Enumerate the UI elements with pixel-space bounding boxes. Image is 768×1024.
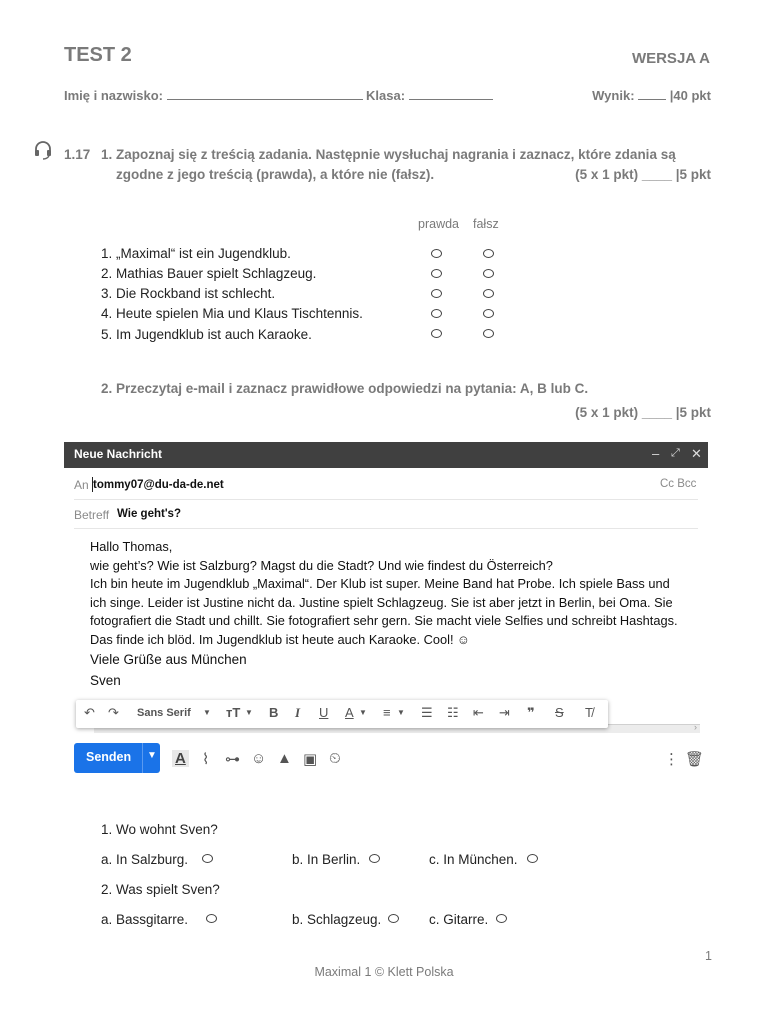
body-line: Das finde ich blöd. Im Jugendklub ist heute auch Karaoke. Cool! ☺ <box>90 631 471 647</box>
task2-points: (5 x 1 pkt) ____ |5 pkt <box>575 405 711 420</box>
statement-3: 3. Die Rockband ist schlecht. <box>101 286 276 301</box>
class-label: Klasa: <box>366 88 406 103</box>
send-label: Senden <box>86 750 132 764</box>
send-options-icon[interactable]: ▼ <box>147 750 157 761</box>
body-line: Ich bin heute im Jugendklub „Maximal“. Der Klub ist super. Meine Band hat Probe. Ich spiele Bass und <box>90 576 670 592</box>
attach-icon[interactable]: ⌇ <box>202 751 210 768</box>
cc-bcc-link[interactable]: Cc Bcc <box>660 478 697 490</box>
indent-less-icon[interactable]: ⇤ <box>473 705 484 720</box>
task1-instruction-line1: 1. Zapoznaj się z treścią zadania. Następnie wysłuchaj nagrania i zaznacz, które zdania są <box>101 147 676 162</box>
radio-q1-a[interactable] <box>202 854 213 863</box>
statement-5: 5. Im Jugendklub ist auch Karaoke. <box>101 327 312 342</box>
radio-true-5[interactable] <box>431 329 442 338</box>
send-split-divider <box>142 743 143 773</box>
email-title-bar <box>64 442 708 468</box>
body-line: wie geht’s? Wie ist Salzburg? Magst du die Stadt? Und wie findest du Österreich? <box>90 557 553 573</box>
trash-icon[interactable]: 🗑 <box>685 751 705 768</box>
clear-formatting-icon[interactable]: T̸ <box>585 705 593 720</box>
statement-1: 1. „Maximal“ ist ein Jugendklub. <box>101 246 291 261</box>
radio-true-3[interactable] <box>431 289 442 298</box>
radio-q2-a[interactable] <box>206 914 217 923</box>
headphones-icon <box>33 140 53 165</box>
footer-credit: Maximal 1 © Klett Polska <box>314 965 454 979</box>
close-icon[interactable]: ✕ <box>691 446 702 461</box>
formatting-toolbar <box>76 700 608 728</box>
indent-more-icon[interactable]: ⇥ <box>499 705 510 720</box>
email-body[interactable] <box>90 538 678 650</box>
underline-icon[interactable]: U <box>319 705 329 720</box>
to-label: An <box>74 478 89 492</box>
radio-false-1[interactable] <box>483 249 494 258</box>
confidential-mode-icon[interactable]: ⏲ <box>329 750 341 767</box>
email-signature: Sven <box>90 673 121 688</box>
question-2: 2. Was spielt Sven? <box>101 882 220 897</box>
name-input-line[interactable] <box>167 87 363 100</box>
strikethrough-icon[interactable]: S <box>555 705 564 720</box>
score-label: Wynik: <box>592 88 635 103</box>
subject-field[interactable]: Wie geht's? <box>117 508 181 520</box>
divider <box>74 528 698 529</box>
task2-instruction: 2. Przeczytaj e-mail i zaznacz prawidłowe odpowiedzi na pytania: A, B lub C. <box>101 381 589 396</box>
body-line: Hallo Thomas, <box>90 539 173 554</box>
class-field-row <box>366 87 493 103</box>
expand-icon[interactable]: ⤢ <box>671 447 680 459</box>
question-2-option-b: b. Schlagzeug. <box>292 912 382 927</box>
scroll-right-icon[interactable]: › <box>694 722 697 732</box>
page-number: 1 <box>705 949 712 963</box>
task1-points: (5 x 1 pkt) ____ |5 pkt <box>575 167 711 182</box>
body-line: fotografiert die Stadt und chillt. Sie fotografiert sehr gern. Sie macht viele Selfies und schreibt Hashtags. <box>90 613 678 629</box>
test-title: TEST 2 <box>64 44 132 66</box>
redo-icon[interactable]: ↷ <box>108 705 119 720</box>
task1-instruction-line2: zgodne z jego treścią (prawda), a które nie (fałsz). <box>116 167 435 182</box>
radio-q2-c[interactable] <box>496 914 507 923</box>
question-1-option-c: c. In München. <box>429 852 518 867</box>
name-field-row <box>64 87 363 103</box>
email-greeting: Viele Grüße aus München <box>90 652 247 667</box>
send-button[interactable] <box>74 743 160 773</box>
radio-false-5[interactable] <box>483 329 494 338</box>
score-field-row <box>592 87 711 103</box>
align-icon[interactable]: ≡ <box>383 705 391 720</box>
subject-label: Betreff <box>74 508 110 522</box>
email-window-title: Neue Nachricht <box>74 447 163 461</box>
chevron-down-icon[interactable]: ▼ <box>397 708 405 717</box>
question-2-option-a: a. Bassgitarre. <box>101 912 189 927</box>
radio-true-1[interactable] <box>431 249 442 258</box>
text-color-icon[interactable]: A <box>345 705 354 720</box>
class-input-line[interactable] <box>409 87 493 100</box>
chevron-down-icon[interactable]: ▼ <box>203 708 211 717</box>
radio-q1-c[interactable] <box>527 854 538 863</box>
score-input-line[interactable] <box>638 87 666 100</box>
to-field[interactable]: tommy07@du-da-de.net <box>93 479 224 491</box>
radio-true-4[interactable] <box>431 309 442 318</box>
quote-icon[interactable]: ❞ <box>527 705 535 720</box>
undo-icon[interactable]: ↶ <box>84 705 95 720</box>
radio-false-2[interactable] <box>483 269 494 278</box>
question-1-option-a: a. In Salzburg. <box>101 852 189 867</box>
chevron-down-icon[interactable]: ▼ <box>245 708 253 717</box>
emoji-icon[interactable]: ☺ <box>251 750 267 767</box>
question-1: 1. Wo wohnt Sven? <box>101 822 218 837</box>
radio-false-3[interactable] <box>483 289 494 298</box>
drive-icon[interactable]: ▲ <box>277 750 292 767</box>
statement-4: 4. Heute spielen Mia und Klaus Tischtennis. <box>101 306 363 321</box>
photo-icon[interactable]: ▣ <box>303 751 318 768</box>
divider <box>74 499 698 500</box>
body-line: ich singe. Leider ist Justine nicht da. Justine spielt Schlagzeug. Sie ist aber jetzt in Berlin, bei Oma. Sie <box>90 594 673 610</box>
radio-q2-b[interactable] <box>388 914 399 923</box>
track-number: 1.17 <box>64 147 91 162</box>
chevron-down-icon[interactable]: ▼ <box>359 708 367 717</box>
radio-false-4[interactable] <box>483 309 494 318</box>
question-2-option-c: c. Gitarre. <box>429 912 489 927</box>
link-icon[interactable]: ⊶ <box>225 751 240 768</box>
bold-icon[interactable]: B <box>269 705 279 720</box>
column-true-label: prawda <box>418 217 459 231</box>
question-1-option-b: b. In Berlin. <box>292 852 361 867</box>
radio-true-2[interactable] <box>431 269 442 278</box>
name-label: Imię i nazwisko: <box>64 88 163 103</box>
column-false-label: fałsz <box>473 217 499 231</box>
numbered-list-icon[interactable]: ☰ <box>421 705 433 720</box>
font-family-select[interactable]: Sans Serif <box>137 707 191 719</box>
test-version: WERSJA A <box>631 50 710 67</box>
italic-icon[interactable]: I <box>295 705 301 720</box>
radio-q1-b[interactable] <box>369 854 380 863</box>
text-size-icon[interactable]: тT <box>226 705 241 720</box>
more-options-icon[interactable]: ⋮ <box>664 751 679 768</box>
formatting-options-icon[interactable]: A <box>172 750 189 767</box>
email-compose-window <box>64 442 708 782</box>
minimize-icon[interactable]: – <box>652 446 660 461</box>
statement-2: 2. Mathias Bauer spielt Schlagzeug. <box>101 266 317 281</box>
score-total: |40 pkt <box>669 88 711 103</box>
bulleted-list-icon[interactable]: ☷ <box>447 705 459 720</box>
